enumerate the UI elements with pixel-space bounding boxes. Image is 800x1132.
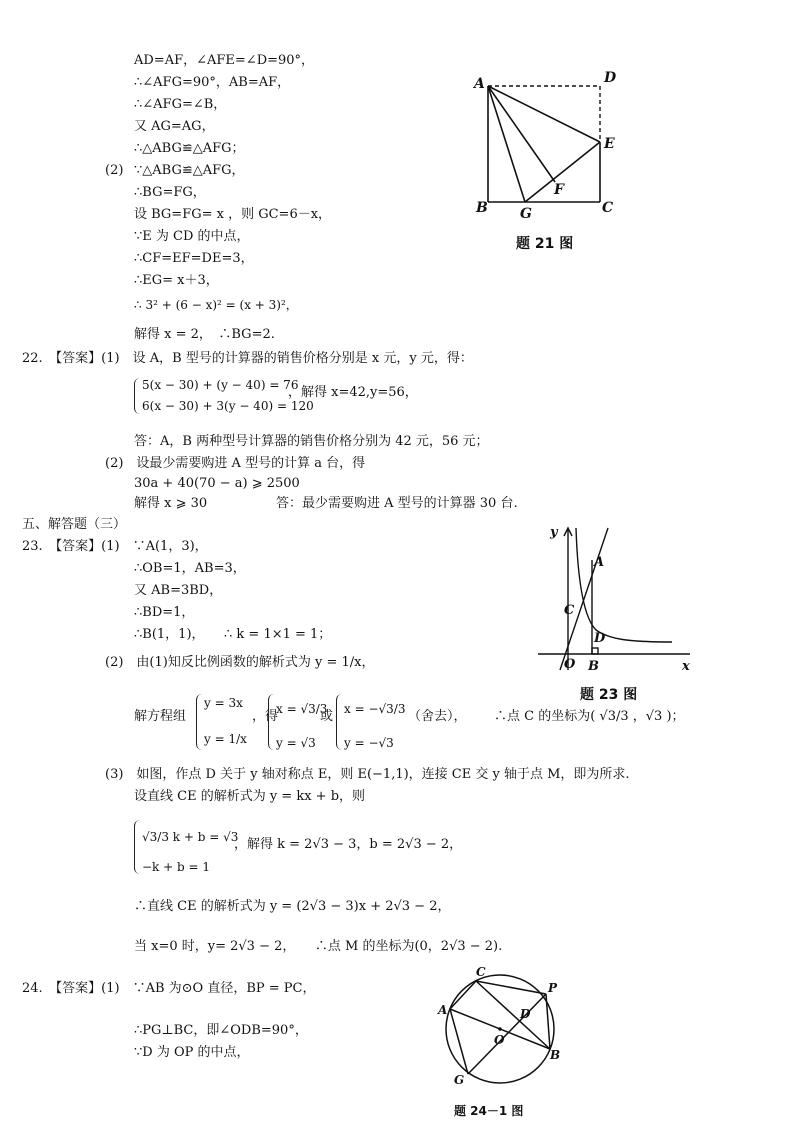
label-B: B xyxy=(588,659,599,674)
text-line: ∵E 为 CD 的中点， xyxy=(134,229,250,244)
label-O: O xyxy=(564,657,576,672)
equation: 5(x − 30) + (y − 40) = 76 xyxy=(142,378,299,392)
label-E: E xyxy=(604,136,615,152)
equation: y = √3 xyxy=(276,736,316,750)
text-line: (2) 由(1)知反比例函数的解析式为 y = 1/x， xyxy=(105,655,375,670)
label-O: O xyxy=(494,1033,505,1047)
text-line: ，解得 k = 2√3 − 3，b = 2√3 − 2， xyxy=(234,837,463,852)
figure-24-1 xyxy=(428,964,578,1094)
label-A: A xyxy=(474,76,485,92)
text-line: ∴∠AFG=∠B， xyxy=(134,97,227,112)
text-line: 解得 x ⩾ 30 xyxy=(134,496,208,511)
equation: x = −√3/3 xyxy=(344,702,406,716)
text-line: ∴BD=1， xyxy=(134,605,195,620)
question-24-heading: 24. 【答案】(1) ∵AB 为⊙O 直径，BP = PC， xyxy=(22,981,316,996)
brace xyxy=(134,820,141,874)
figure-caption: 题 23 图 xyxy=(580,687,638,703)
label-x: x xyxy=(682,659,690,674)
equation: x = √3/3 xyxy=(276,702,328,716)
text-line: ∴点 C 的坐标为( √3/3 ，√3 )； xyxy=(494,709,685,724)
text-line: 又 AB=3BD， xyxy=(134,583,223,598)
text-line: ∴∠AFG=90°，AB=AF， xyxy=(134,75,291,90)
equation: ∴ 3² + (6 − x)² = (x + 3)²， xyxy=(134,298,298,312)
label-G: G xyxy=(454,1073,465,1087)
brace xyxy=(196,694,203,750)
text-line: ∴EG= x＋3， xyxy=(134,273,219,288)
text-line: ∵D 为 OP 的中点， xyxy=(134,1045,250,1060)
text-line: 当 x=0 时，y= 2√3 − 2， ∴点 M 的坐标为(0，2√3 − 2). xyxy=(134,939,503,954)
brace xyxy=(134,378,141,414)
label-y: y xyxy=(550,525,558,540)
text-line: (2) 设最少需要购进 A 型号的计算 a 台，得 xyxy=(105,456,366,471)
equation: 6(x − 30) + 3(y − 40) = 120 xyxy=(142,399,314,413)
equation: y = 3x xyxy=(204,696,243,710)
label-B: B xyxy=(476,200,488,216)
brace xyxy=(268,694,275,750)
text-line: 答：最少需要购进 A 型号的计算器 30 台. xyxy=(276,496,518,511)
part-number: (2) xyxy=(105,163,124,178)
text-line: ∴OB=1，AB=3， xyxy=(134,561,246,576)
text-line: ，得 xyxy=(252,709,279,724)
section-heading: 五、解答题（三） xyxy=(22,517,127,532)
text-line: 设 BG=FG= x ，则 GC=6－x， xyxy=(134,207,332,222)
figure-caption: 题 21 图 xyxy=(516,236,574,252)
text-line: 解方程组 xyxy=(134,709,187,724)
text-line: 设直线 CE 的解析式为 y = kx + b，则 xyxy=(134,789,366,804)
equation: 30a + 40(70 − a) ⩾ 2500 xyxy=(134,476,300,491)
label-D: D xyxy=(594,631,606,646)
label-F: F xyxy=(554,182,564,198)
text-line: ，解得 x=42,y=56， xyxy=(288,385,418,400)
text-line: ∴直线 CE 的解析式为 y = (2√3 − 3)x + 2√3 − 2， xyxy=(134,899,451,914)
brace xyxy=(336,694,343,750)
equation: √3/3 k + b = √3 xyxy=(142,830,239,844)
label-A: A xyxy=(594,555,605,570)
text-line: (3) 如图，作点 D 关于 y 轴对称点 E，则 E(−1,1)，连接 CE 交 y 轴于点 M，即为所求. xyxy=(105,767,630,782)
question-23-heading: 23. 【答案】(1) ∵A(1，3)， xyxy=(22,539,208,554)
label-B: B xyxy=(550,1048,561,1062)
label-P: P xyxy=(548,981,558,995)
equation: y = 1/x xyxy=(204,732,247,746)
figure-23 xyxy=(532,520,702,680)
text-line: ∴BG=FG， xyxy=(134,185,206,200)
text-line: 解得 x = 2， ∴BG=2. xyxy=(134,327,275,342)
label-D: D xyxy=(604,70,617,86)
text-line: （舍去）， xyxy=(408,709,467,724)
label-D: D xyxy=(520,1007,531,1021)
equation: y = −√3 xyxy=(344,736,394,750)
figure-21 xyxy=(470,62,620,222)
label-C: C xyxy=(476,965,486,979)
text-line: ∵△ABG≌△AFG， xyxy=(134,163,245,178)
text-line: 或 xyxy=(320,709,334,724)
question-22-heading: 22. 【答案】(1) 设 A，B 型号的计算器的销售价格分别是 x 元，y 元，得： xyxy=(22,351,473,366)
figure-caption: 题 24－1 图 xyxy=(454,1104,524,1118)
text-line: AD=AF，∠AFE=∠D=90°， xyxy=(134,53,315,68)
equation: −k + b = 1 xyxy=(142,860,211,874)
text-line: ∴CF=EF=DE=3， xyxy=(134,251,254,266)
label-G: G xyxy=(520,206,532,222)
text-line: 又 AG=AG， xyxy=(134,119,215,134)
text-line: ∴B(1，1)， ∴ k = 1×1 = 1； xyxy=(134,627,332,642)
label-C: C xyxy=(602,200,614,216)
text-line: ∴△ABG≌△AFG； xyxy=(134,141,245,156)
text-line: ∴PG⊥BC，即∠ODB=90°， xyxy=(134,1023,308,1038)
label-A: A xyxy=(438,1003,448,1017)
label-C: C xyxy=(564,603,575,618)
text-line: 答：A，B 两种型号计算器的销售价格分别为 42 元，56 元； xyxy=(134,434,489,449)
